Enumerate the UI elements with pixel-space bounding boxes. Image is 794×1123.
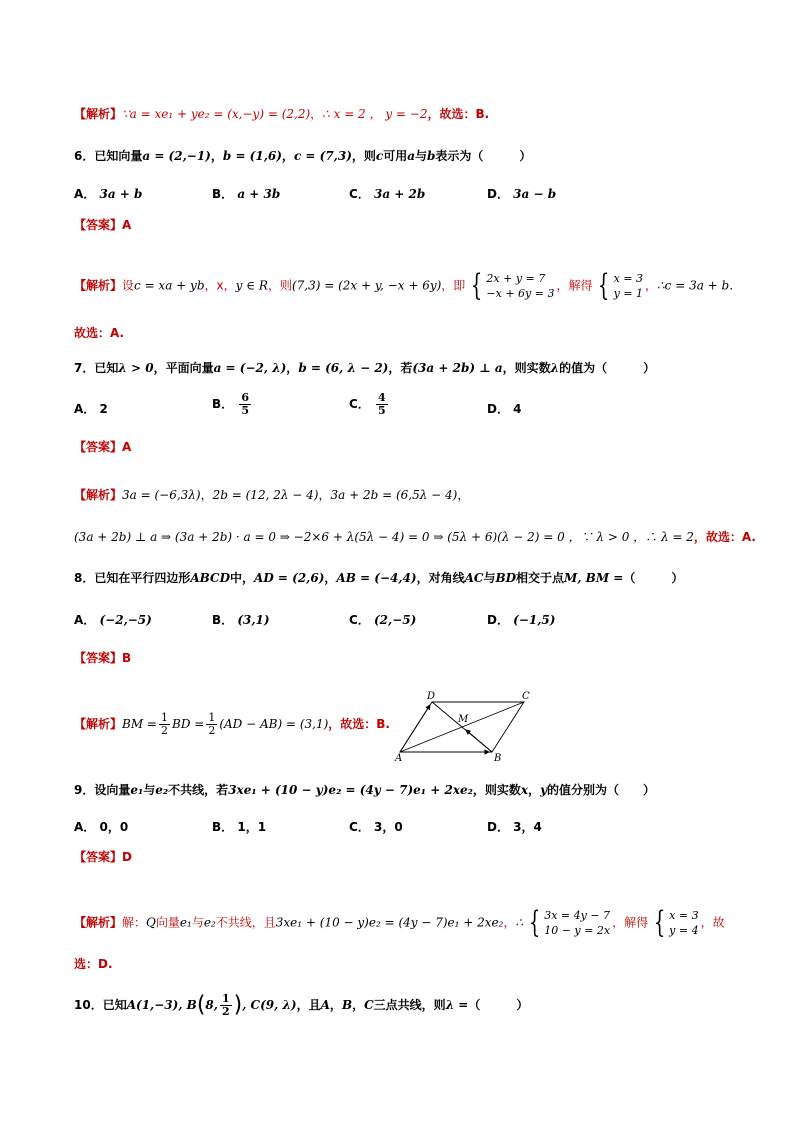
option-d: D． 3，4 (487, 820, 542, 834)
math: b (427, 149, 436, 163)
choice-text: ，故选：B. (427, 107, 490, 121)
option-a: A． 0，0 (74, 820, 129, 834)
solution-q5: 【解析】∵a = xe₁ + ye₂ = (x,−y) = (2,2)，∴ x = 2 ， y = −2，故选：B. (74, 107, 490, 121)
analysis-label: 【解析】 (74, 915, 123, 930)
question-text: 可用 (383, 149, 408, 163)
answer-q9: 【答案】D (74, 850, 132, 864)
question-number: 10． (74, 998, 103, 1012)
question-number: 6． (74, 149, 95, 163)
analysis-label: 【解析】 (74, 278, 123, 293)
answer-q8: 【答案】B (74, 651, 132, 665)
math: a = (2,−1) (142, 149, 211, 163)
question-text: ，则 (351, 149, 376, 163)
vector-ad-arrow (400, 705, 430, 752)
equation-system: { 2x + y = 7 −x + 6y = 3 (471, 268, 555, 303)
point-label-a: A (395, 753, 403, 762)
point-label-c: C (522, 691, 530, 702)
equation-system: { 3x = 4y − 7 10 − y = 2x (528, 905, 611, 940)
option-b: B． $\frac{6}{5}$ (212, 391, 249, 417)
analysis-label: 【解析】 (74, 107, 123, 121)
answer-q6: 【答案】A (74, 218, 132, 232)
solution-q7: 【解析】3a = (−6,3λ)，2b = (12, 2λ − 4)，3a + 2b = (6,5λ − 4)， (74, 488, 470, 502)
equation-system: { x = 3 y = 4 (653, 905, 699, 940)
parallelogram-diagram (394, 690, 540, 762)
solution-q6: 【解析】设c = xa + yb，x，y ∈ R，则(7,3) = (2x + y, −x + 6y)，即 { 2x + y = 7 −x + 6y = 3 ，解得 { x = 3 y = 1 ，∴c = 3a + b. (74, 268, 734, 303)
equation-system: { x = 3 y = 1 (598, 268, 644, 303)
question-number: 9． (74, 783, 95, 797)
option-d: D． (−1,5) (487, 613, 556, 627)
option-c: C． 3，0 (349, 820, 403, 834)
point-label-m: M (458, 714, 469, 725)
math: c = (7,3) (293, 149, 352, 163)
vector-bm-arrow (466, 730, 492, 752)
question-text: 表示为（ ） (435, 149, 532, 163)
option-c: C． 3a + 2b (349, 187, 426, 201)
point-label-d: D (427, 691, 436, 702)
analysis-label: 【解析】 (74, 488, 123, 502)
solution-q8: 【解析】BM = $\frac{1}{2}$ BD = $\frac{1}{2}$ (AD − AB) = (3,1)，故选：B. (74, 711, 390, 737)
math: b = (1,6) (222, 149, 282, 163)
question-9: 9．设向量e₁与e₂不共线，若3xe₁ + (10 − y)e₂ = (4y − 7)e₁ + 2xe₂，则实数x，y的值分别为（ ） (74, 783, 656, 797)
question-8: 8．已知在平行四边形ABCD中，AD = (2,6)，AB = (−4,4)，对角线AC与BD相交于点M, BM =（ ） (74, 571, 684, 585)
question-number: 7． (74, 361, 95, 375)
option-b: B． a + 3b (212, 187, 281, 201)
question-7: 7．已知λ > 0，平面向量a = (−2, λ)，b = (6, λ − 2)，若(3a + 2b) ⊥ a，则实数λ的值为（ ） (74, 361, 656, 375)
option-a: A． 3a + b (74, 187, 143, 201)
option-c: C． (2,−5) (349, 613, 417, 627)
point-label-b: B (494, 753, 502, 762)
question-number: 8． (74, 571, 95, 585)
option-b: B． 1，1 (212, 820, 267, 834)
option-c: C． $\frac{4}{5}$ (349, 391, 386, 417)
math: ∵a = xe₁ + ye₂ = (x,−y) = (2,2) (122, 107, 311, 121)
solution-q7-line2: (3a + 2b) ⊥ a ⇒ (3a + 2b) · a = 0 ⇒ −2×6 + λ(5λ − 4) = 0 ⇒ (5λ + 6)(λ − 2) = 0 ，∵ λ > 0 ，∴ λ = 2，故选：A. (74, 530, 756, 544)
option-d: D． 4 (487, 402, 522, 416)
option-d: D． 3a − b (487, 187, 557, 201)
math: a (407, 149, 416, 163)
solution-q6-choice: 故选：A. (74, 326, 125, 340)
analysis-label: 【解析】 (74, 717, 123, 731)
solution-q9-choice: 选：D. (74, 957, 113, 971)
solution-q9: 【解析】解：Q向量e₁与e₂不共线，且3xe₁ + (10 − y)e₂ = (4y − 7)e₁ + 2xe₂，∴ { 3x = 4y − 7 10 − y = 2x ，解得 { x = 3 y = 4 ，故 (74, 905, 725, 940)
math: c (375, 149, 384, 163)
question-text: 已知向量 (94, 149, 143, 163)
option-a: A． (−2,−5) (74, 613, 152, 627)
question-10: 10．已知A(1,−3), B(8, $\frac{1}{2}$ ), C(9, λ)，且A，B，C三点共线，则λ =（ ） (74, 992, 529, 1018)
answer-q7: 【答案】A (74, 440, 132, 454)
question-text: 与 (415, 149, 428, 163)
math: ∴ x = 2 ， y = −2 (322, 107, 428, 121)
question-6: 6．已知向量a = (2,−1)，b = (1,6)，c = (7,3)，则c可用a与b表示为（ ） (74, 149, 532, 163)
option-b: B． (3,1) (212, 613, 270, 627)
option-a: A． 2 (74, 402, 108, 416)
